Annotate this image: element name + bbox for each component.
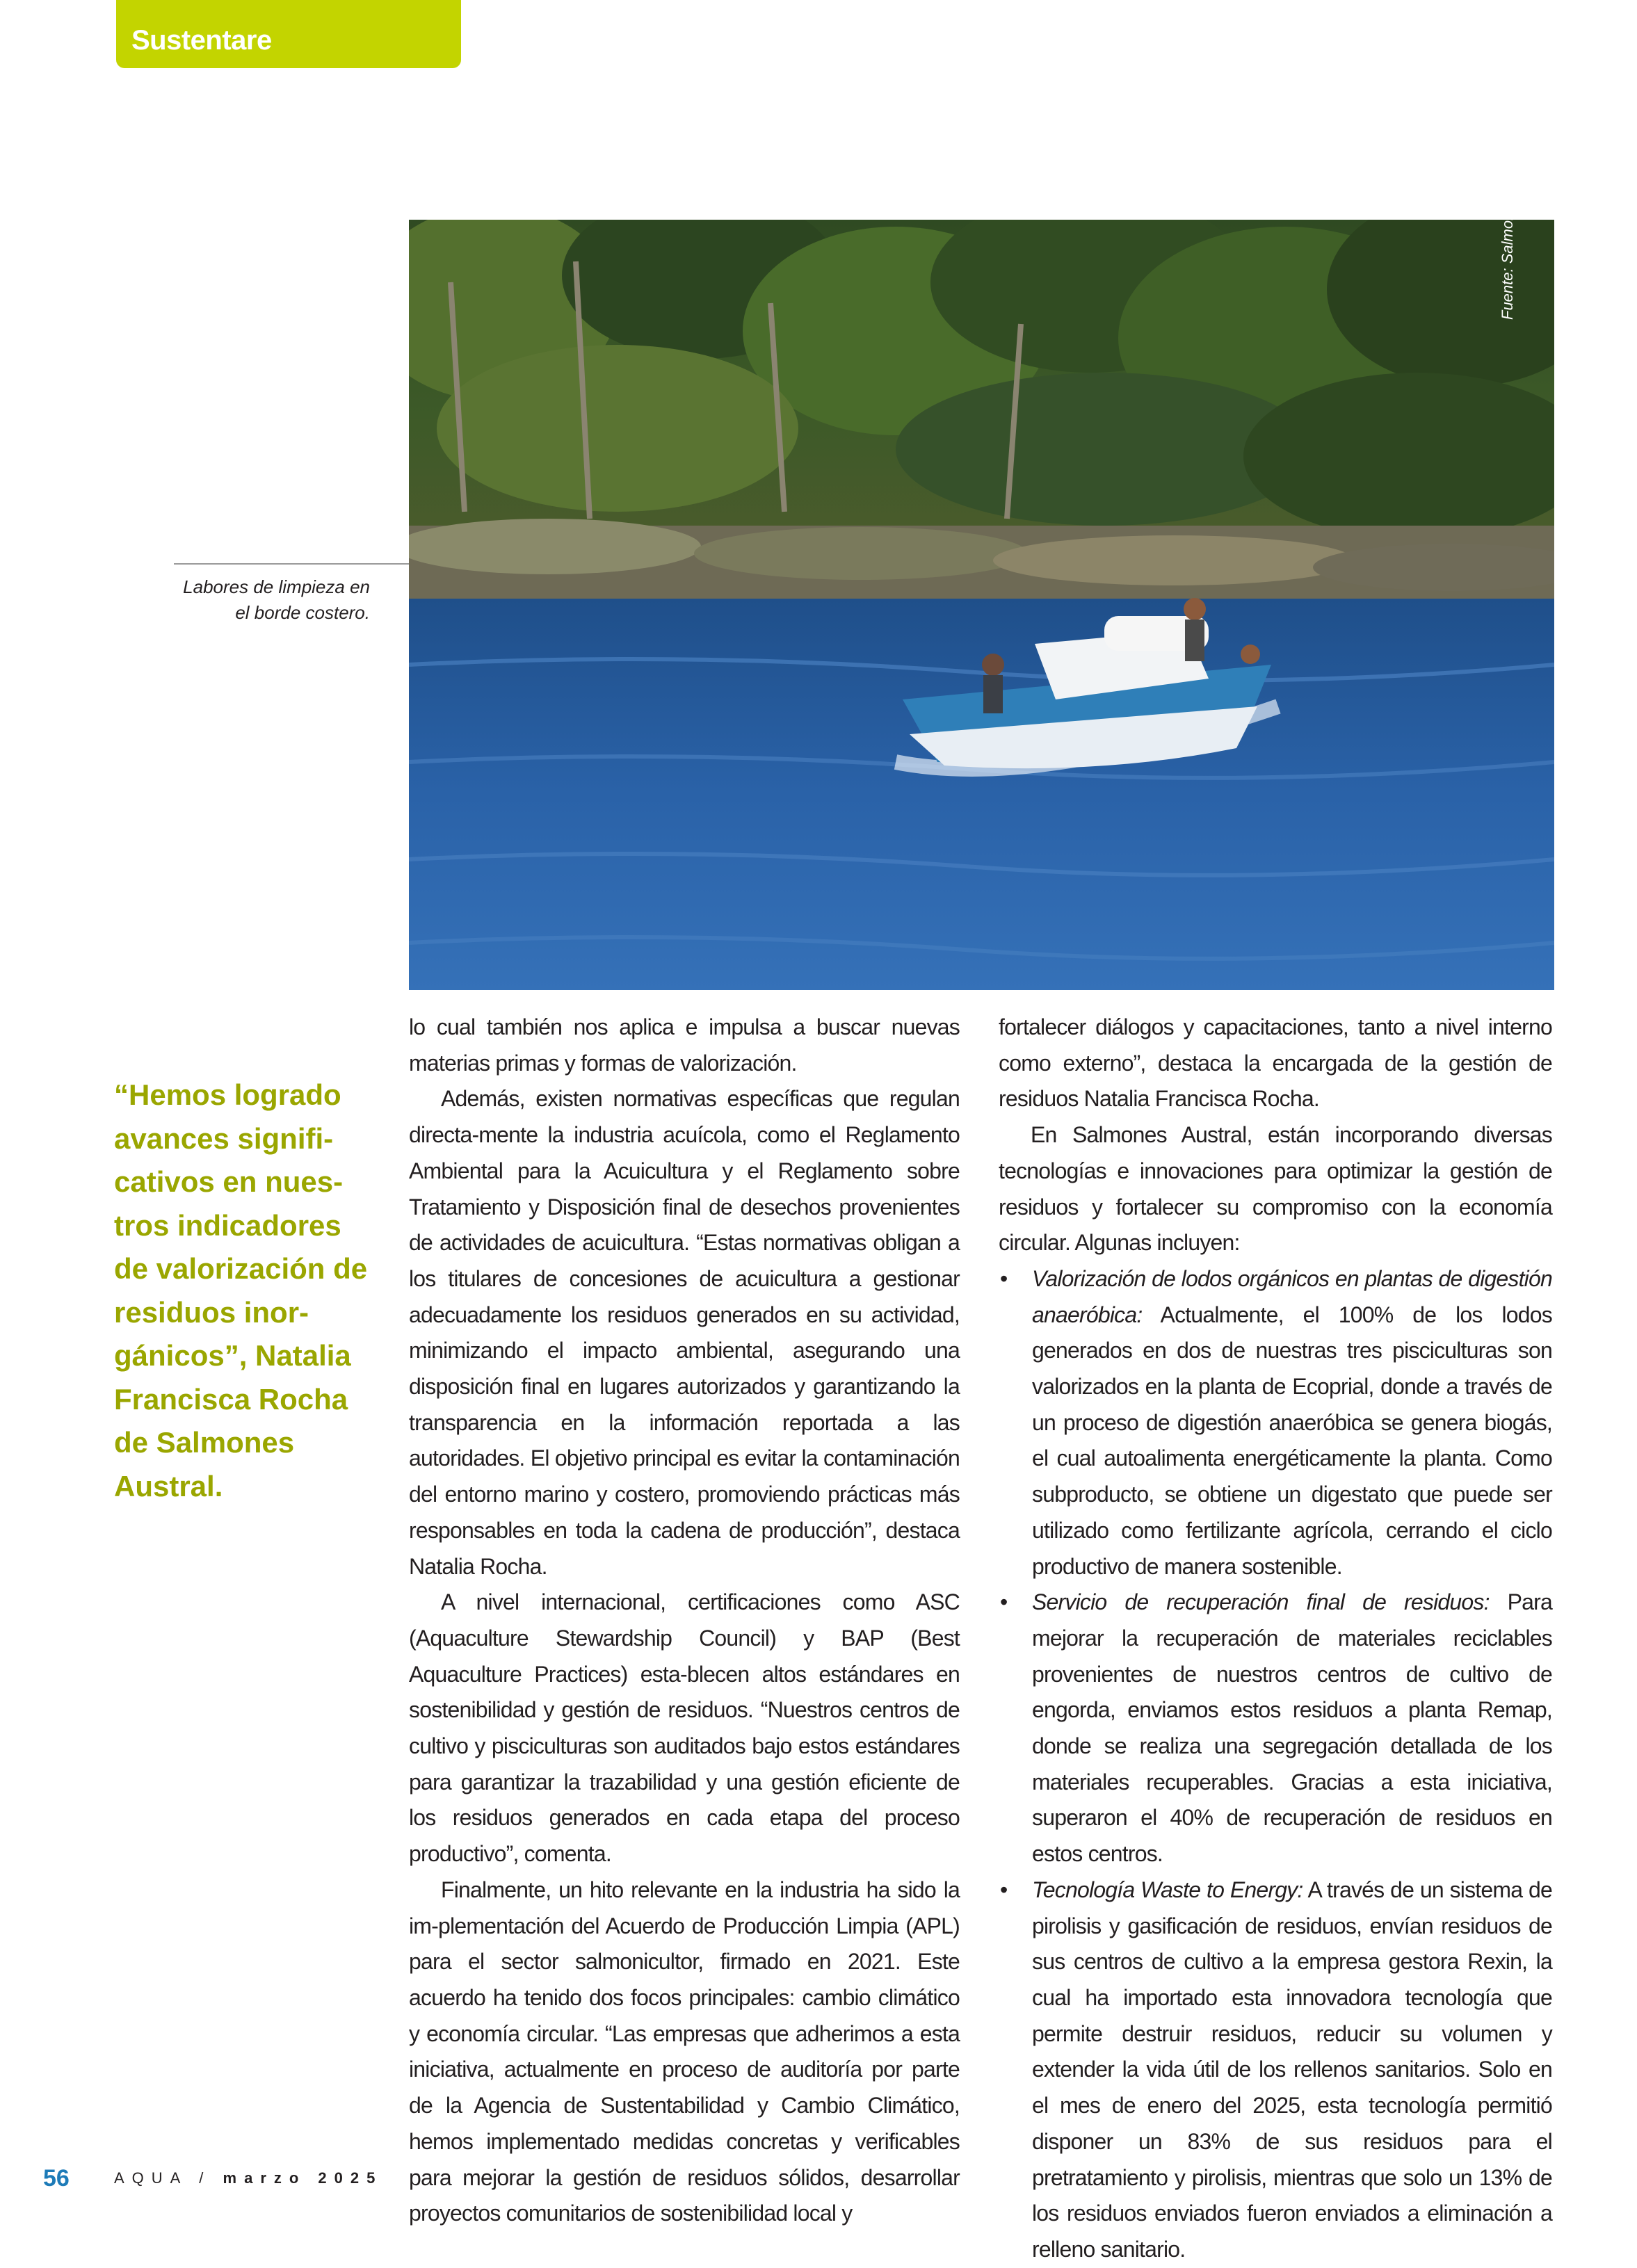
caption-rule (174, 563, 409, 565)
list-item-title: Tecnología Waste to Energy: (1032, 1877, 1303, 1902)
article-column-2 (999, 1010, 1552, 2268)
list-item (999, 1585, 1552, 1872)
col1-paragraph-3: A nivel internacional, certificaciones como ASC (Aquaculture Stewardship Council) y BAP (Best Aquaculture Practices) esta-blecen altos estándares en sostenibilidad y gestión de residuos. “Nuestros centros de cultivo y pisciculturas son auditados bajo estos estándares para garantizar la trazabilidad y una gestión eficiente de los residuos generados en cada etapa del proceso productivo”, comenta. (409, 1589, 960, 1867)
footer-separator: / (199, 2169, 211, 2187)
bullet-icon: • (1000, 1265, 1008, 1291)
issue-date: marzo 2025 (223, 2169, 383, 2187)
bullet-icon: • (1000, 1877, 1008, 1902)
page-number: 56 (43, 2165, 70, 2192)
article-photo (409, 220, 1554, 990)
magazine-name: AQUA (114, 2169, 188, 2187)
list-item-title: Valorización de lodos orgánicos en plantas de digestión anaeróbica: (1032, 1265, 1552, 1327)
section-label: Sustentare (131, 25, 272, 56)
page-footer (43, 2165, 383, 2193)
photo-caption (167, 574, 370, 626)
bullet-icon: • (1000, 1589, 1008, 1615)
article-column-1 (409, 1010, 960, 2232)
col1-paragraph-1: lo cual también nos aplica e impulsa a buscar nuevas materias primas y formas de valorización. (409, 1014, 960, 1076)
magazine-issue (114, 2169, 382, 2187)
list-item (999, 1261, 1552, 1585)
photo-credit: Fuente: SalmonChile. (1499, 172, 1516, 320)
initiatives-list (999, 1261, 1552, 2268)
section-tab (116, 0, 461, 68)
list-item-text: Actualmente, el 100% de los lodos generados en dos de nuestras tres pisciculturas son valorizados en la planta de Ecoprial, donde a través de un proceso de digestión anaeróbica se genera biogás, el cual autoalimenta energéticamente la planta. Como subproducto, se obtiene un digestato que puede ser utilizado como fertilizante agrícola, cerrando el ciclo productivo de manera sostenible. (1032, 1302, 1552, 1579)
col2-paragraph-2: En Salmones Austral, están incorporando diversas tecnologías e innovaciones para optimizar la gestión de residuos y fortalecer su compromiso con la economía circular. Algunas incluyen: (999, 1122, 1552, 1256)
col2-paragraph-1: fortalecer diálogos y capacitaciones, tanto a nivel interno como externo”, destaca la encargada de la gestión de residuos Natalia Francisca Rocha. (999, 1014, 1552, 1112)
boat-photo-illustration (409, 220, 1554, 990)
col1-paragraph-4: Finalmente, un hito relevante en la industria ha sido la im-plementación del Acuerdo de Producción Limpia (APL) para el sector salmonicultor, firmado en 2021. Este acuerdo ha tenido dos focos principales: cambio climático y economía circular. “Las empresas que adherimos a esta iniciativa, actualmente en proceso de auditoría por parte de la Agencia de Sustentabilidad y Cambio Climático, hemos implementado medidas concretas y verificables para mejorar la gestión de residuos sólidos, desarrollar proyectos comunitarios de sostenibilidad local y (409, 1877, 960, 2226)
caption-line-2: el borde costero. (235, 602, 370, 623)
list-item-text: A través de un sistema de pirolisis y gasificación de residuos, envían residuos de sus centros de cultivo a la empresa gestora Rexin, la cual ha importado esta innovadora tecnología que permite destruir residuos, reducir su volumen y extender la vida útil de los rellenos sanitarios. Solo en el mes de enero del 2025, esta tecnología permitió disponer un 83% de sus residuos para el pretratamiento y pirolisis, mientras que solo un 13% de los residuos enviados fueron enviados a eliminación a relleno sanitario. (1032, 1877, 1552, 2262)
caption-line-1: Labores de limpieza en (183, 576, 370, 597)
list-item (999, 1872, 1552, 2268)
pull-quote: “Hemos logrado avances signifi-cativos en nues-tros indicadores de valorización de residuos inor-gánicos”, Natalia Francisca Rocha de Salmones Austral. (114, 1078, 368, 1502)
list-item-title: Servicio de recuperación final de residuos: (1032, 1589, 1490, 1615)
list-item-text: Para mejorar la recuperación de materiales reciclables provenientes de nuestros centros de cultivo de engorda, enviamos estos residuos a planta Remap, donde se realiza una segregación detallada de los materiales recuperables. Gracias a esta iniciativa, superaron el 40% de recuperación de residuos en estos centros. (1032, 1589, 1552, 1867)
col1-paragraph-2: Además, existen normativas específicas que regulan directa-mente la industria acuícola, como el Reglamento Ambiental para la Acuicultura y el Reglamento sobre Tratamiento y Disposición final de desechos provenientes de actividades de acuicultura. “Estas normativas obligan a los titulares de concesiones de acuicultura a gestionar adecuadamente los residuos generados en su actividad, minimizando el impacto ambiental, asegurando una disposición final en lugares autorizados y garantizando la transparencia en la información reportada a las autoridades. El objetivo principal es evitar la contaminación del entorno marino y costero, promoviendo prácticas más responsables en toda la cadena de producción”, destaca Natalia Rocha. (409, 1086, 960, 1579)
